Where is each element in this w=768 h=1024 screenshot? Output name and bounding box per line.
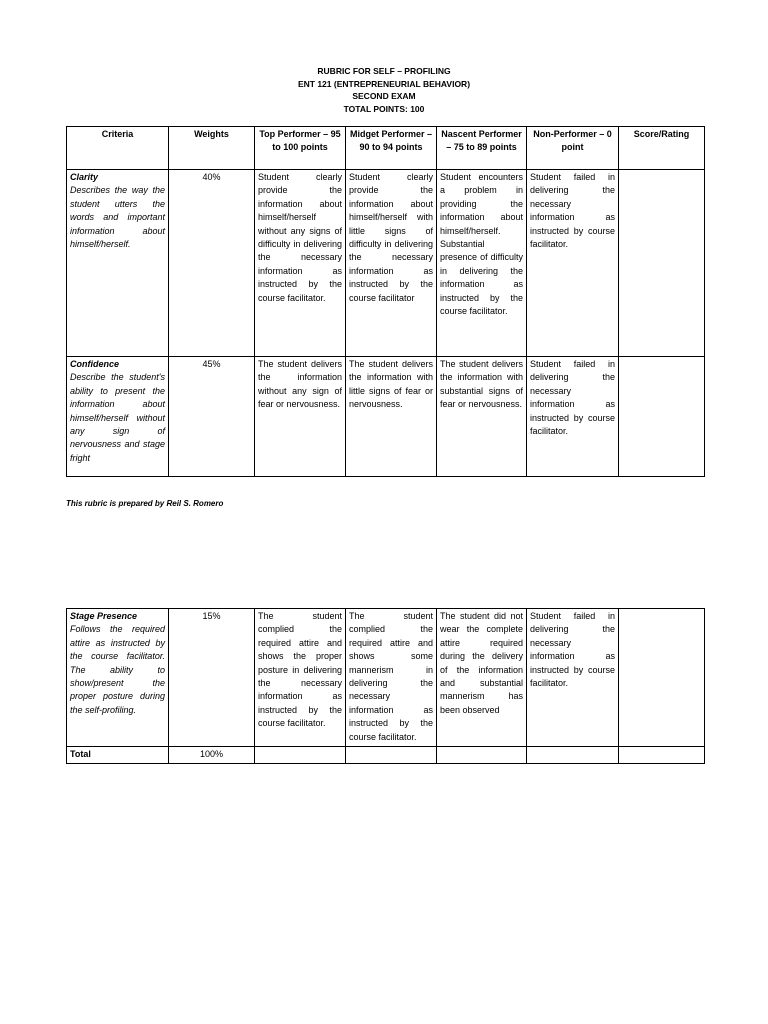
non-performer-cell: Student failed in delivering the necessary information as instructed by course facilitator. <box>527 357 619 477</box>
empty-cell <box>346 747 437 764</box>
criteria-description: Describes the way the student utters the words and important information about himself/herself. <box>70 185 165 250</box>
header-row <box>67 127 705 170</box>
nascent-performer-cell: The student delivers the information with substantial signs of fear or nervousness. <box>437 357 527 477</box>
criteria-description: Follows the required attire as instructed by the course facilitator. The ability to show/present the proper posture during the self-profiling. <box>70 624 165 715</box>
nascent-performer-cell: The student did not wear the complete attire required during the delivery of the information and substantial mannerism has been observed <box>437 609 527 747</box>
criteria-cell <box>67 357 169 477</box>
criteria-name: Clarity <box>70 172 99 182</box>
weight-cell: 15% <box>169 609 255 747</box>
rubric-table-continued <box>66 608 705 764</box>
table-row <box>67 357 705 477</box>
document-header <box>0 65 768 115</box>
non-performer-cell: Student failed in delivering the necessary information as instructed by course facilitator. <box>527 170 619 357</box>
non-performer-header: Non-Performer – 0 point <box>527 127 619 170</box>
criteria-cell <box>67 170 169 357</box>
table-row <box>67 170 705 357</box>
weights-header: Weights <box>169 127 255 170</box>
exam-title: SECOND EXAM <box>352 91 416 101</box>
midget-performer-cell: The student complied the required attire and shows some mannerism in delivering the necessary information as instructed by the course facilitator. <box>346 609 437 747</box>
weight-cell: 40% <box>169 170 255 357</box>
criteria-name: Stage Presence <box>70 611 138 621</box>
top-performer-cell: The student complied the required attire and shows the proper posture in delivering the necessary information as instructed by the course facilitator. <box>255 609 346 747</box>
midget-performer-cell: Student clearly provide the information about himself/herself with little signs of difficulty in delivering the necessary information as instructed by the course facilitator <box>346 170 437 357</box>
rubric-table <box>66 126 705 477</box>
total-row <box>67 747 705 764</box>
nascent-performer-cell: Student encounters a problem in providing the information about himself/herself. Substantial presence of difficulty in delivering the information as instructed by the course facilitator. <box>437 170 527 357</box>
total-points: TOTAL POINTS: 100 <box>343 103 425 114</box>
score-rating-header: Score/Rating <box>619 127 705 170</box>
table-row <box>67 609 705 747</box>
empty-cell <box>255 747 346 764</box>
prepared-by-note: This rubric is prepared by Reil S. Romero <box>66 499 224 508</box>
nascent-performer-header: Nascent Performer – 75 to 89 points <box>437 127 527 170</box>
course-title: ENT 121 (ENTREPRENEURIAL BEHAVIOR) <box>297 78 471 89</box>
criteria-name: Confidence <box>70 359 120 369</box>
score-cell[interactable] <box>619 357 705 477</box>
criteria-description: Describe the student's ability to present the information about himself/herself without any sign of nervousness and stage fright <box>70 372 165 463</box>
non-performer-cell: Student failed in delivering the necessary information as instructed by course facilitator. <box>527 609 619 747</box>
criteria-cell <box>67 609 169 747</box>
midget-performer-cell: The student delivers the information with little signs of fear or nervousness. <box>346 357 437 477</box>
empty-cell <box>527 747 619 764</box>
score-cell[interactable] <box>619 609 705 747</box>
criteria-header: Criteria <box>67 127 169 170</box>
score-cell[interactable] <box>619 170 705 357</box>
weight-cell: 45% <box>169 357 255 477</box>
top-performer-header: Top Performer – 95 to 100 points <box>255 127 346 170</box>
rubric-title: RUBRIC FOR SELF – PROFILING <box>317 66 451 76</box>
total-score-cell[interactable] <box>619 747 705 764</box>
midget-performer-header: Midget Performer – 90 to 94 points <box>346 127 437 170</box>
top-performer-cell: Student clearly provide the information about himself/herself without any signs of difficulty in delivering the necessary information as instructed by the course facilitator. <box>255 170 346 357</box>
top-performer-cell: The student delivers the information without any sign of fear or nervousness. <box>255 357 346 477</box>
total-label: Total <box>67 747 169 764</box>
total-weight: 100% <box>169 747 255 764</box>
empty-cell <box>437 747 527 764</box>
